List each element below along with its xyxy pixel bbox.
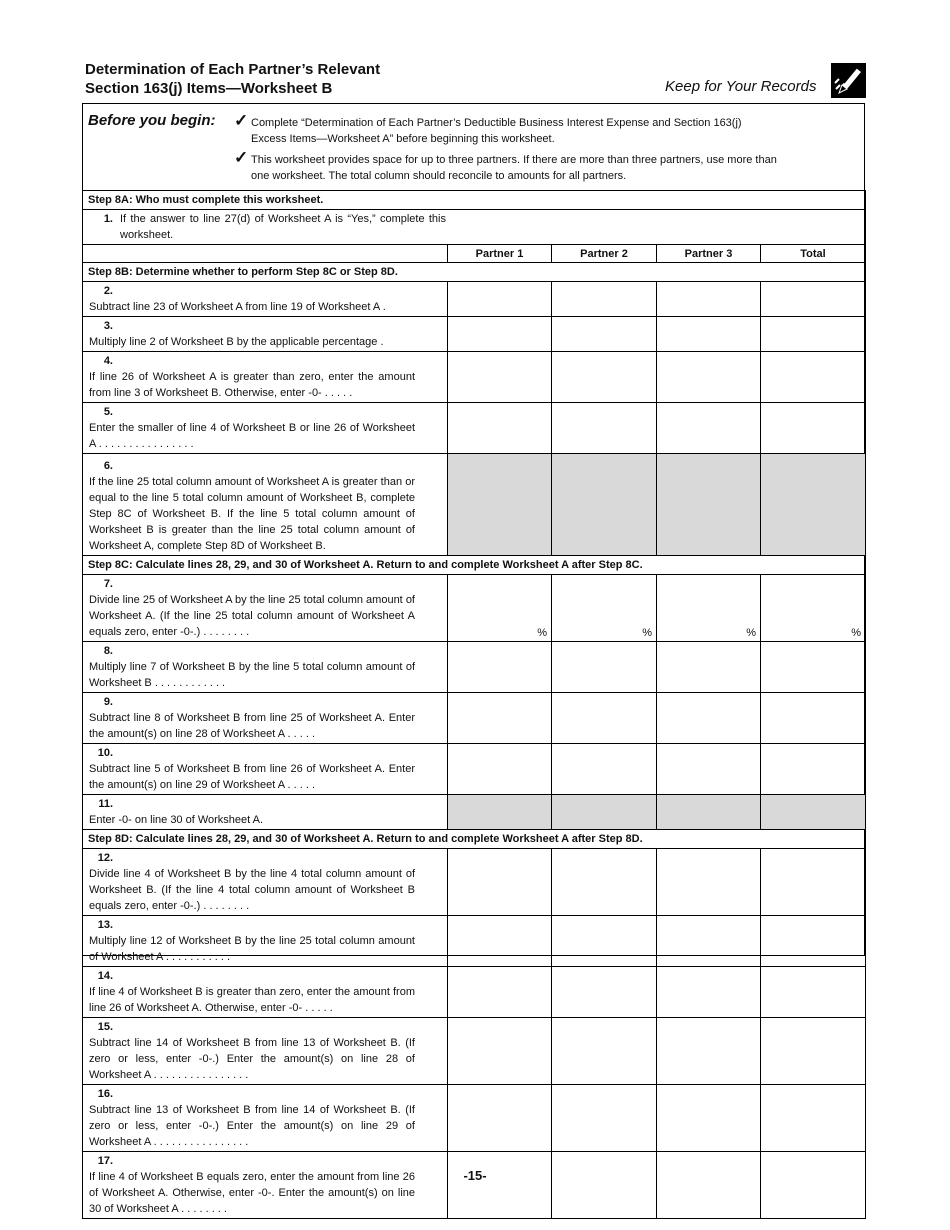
input-cell[interactable] [657, 1018, 761, 1085]
input-cell[interactable] [761, 642, 866, 693]
line-10-row [83, 744, 448, 795]
line-6-row [83, 454, 448, 556]
input-cell[interactable] [448, 1085, 552, 1152]
input-cell[interactable] [552, 352, 657, 403]
step-8a-header: Step 8A: Who must complete this worksheet. [83, 191, 866, 210]
input-cell[interactable] [761, 317, 866, 352]
line-text: Divide line 4 of Worksheet B by the line 4 total column amount of Worksheet B. (If the line 4 total column amount of Worksheet B equals zero, enter -0-.) . . . . . . . . [89, 868, 415, 912]
line-text: Subtract line 14 of Worksheet B from line 13 of Worksheet B. (If zero or less, enter -0-.) Enter the amount(s) on line 28 of Worksheet A . . . . . . . . . . . . . . . . [89, 1037, 415, 1081]
input-cell[interactable] [657, 352, 761, 403]
line-number: 14. [97, 970, 113, 982]
step-8d-header: Step 8D: Calculate lines 28, 29, and 30 of Worksheet A. Return to and complete Worksheet A after Step 8D. [83, 830, 866, 849]
line-text: If line 4 of Worksheet B equals zero, enter the amount from line 26 of Worksheet A. Otherwise, enter -0-. Enter the amount(s) on line 30 of Worksheet A . . . . . . . . [89, 1171, 415, 1215]
percent-cell[interactable]: % [448, 575, 552, 642]
title-line-1: Determination of Each Partner’s Relevant [85, 61, 381, 78]
step-8c-header: Step 8C: Calculate lines 28, 29, and 30 of Worksheet A. Return to and complete Worksheet A after Step 8C. [83, 556, 866, 575]
worksheet-table [82, 190, 866, 1219]
input-cell[interactable] [552, 744, 657, 795]
line-text: Multiply line 7 of Worksheet B by the line 5 total column amount of Worksheet B . . . . . . . . . . . . [89, 661, 415, 689]
input-cell[interactable] [761, 1152, 866, 1219]
input-cell[interactable] [657, 403, 761, 454]
input-cell[interactable] [448, 849, 552, 916]
line-text: Subtract line 13 of Worksheet B from line 14 of Worksheet B. (If zero or less, enter -0-.) Enter the amount(s) on line 29 of Worksheet A . . . . . . . . . . . . . . . . [89, 1104, 415, 1148]
input-cell[interactable] [448, 744, 552, 795]
input-cell[interactable] [761, 282, 866, 317]
line-7-row [83, 575, 448, 642]
line-text: If line 26 of Worksheet A is greater than zero, enter the amount from line 3 of Worksheet B. Otherwise, enter -0- . . . . . [89, 371, 415, 399]
header-spacer [83, 245, 448, 263]
line-number: 13. [97, 919, 113, 931]
line-text: Enter the smaller of line 4 of Worksheet B or line 26 of Worksheet A . . . . . . . . . . . . . . . . [89, 422, 415, 450]
line-5-row [83, 403, 448, 454]
line-number: 8. [103, 645, 113, 657]
shaded-cell [761, 795, 866, 830]
input-cell[interactable] [448, 317, 552, 352]
page-number: -15- [463, 1168, 487, 1183]
input-cell[interactable] [657, 642, 761, 693]
check-mark-icon: ✓ [234, 111, 249, 130]
input-cell[interactable] [448, 967, 552, 1018]
percent-cell[interactable]: % [657, 575, 761, 642]
input-cell[interactable] [552, 916, 657, 967]
line-text: If the line 25 total column amount of Worksheet A is greater than or equal to the line 5 total column amount of Worksheet B, complete Step 8C of Worksheet B. If the line 5 total column amount of Worksheet B is greater than the line 25 total column amount of Worksheet A, complete Step 8D of Worksheet B. [89, 476, 415, 552]
input-cell[interactable] [448, 693, 552, 744]
shaded-cell [761, 454, 866, 556]
title-line-2: Section 163(j) Items—Worksheet B [85, 80, 333, 97]
line-12-row [83, 849, 448, 916]
input-cell[interactable] [761, 967, 866, 1018]
line-1-row [83, 210, 866, 245]
input-cell[interactable] [761, 744, 866, 795]
line-8-row [83, 642, 448, 693]
input-cell[interactable] [448, 1018, 552, 1085]
line-text: Subtract line 8 of Worksheet B from line 25 of Worksheet A. Enter the amount(s) on line 28 of Worksheet A . . . . . [89, 712, 415, 740]
line-15-row [83, 1018, 448, 1085]
keep-records-label: Keep for Your Records [665, 78, 817, 95]
input-cell[interactable] [552, 693, 657, 744]
input-cell[interactable] [552, 282, 657, 317]
input-cell[interactable] [761, 403, 866, 454]
input-cell[interactable] [657, 317, 761, 352]
line-4-row [83, 352, 448, 403]
input-cell[interactable] [657, 967, 761, 1018]
instruction-1-line-1: Complete “Determination of Each Partner’s Deductible Business Interest Expense and Section 163(j) [251, 117, 742, 129]
col-partner-2: Partner 2 [552, 245, 657, 263]
shaded-cell [552, 454, 657, 556]
input-cell[interactable] [552, 967, 657, 1018]
input-cell[interactable] [448, 403, 552, 454]
input-cell[interactable] [448, 916, 552, 967]
line-number: 4. [103, 355, 113, 367]
input-cell[interactable] [448, 282, 552, 317]
input-cell[interactable] [552, 642, 657, 693]
line-number: 11. [98, 798, 113, 810]
input-cell[interactable] [448, 352, 552, 403]
input-cell[interactable] [761, 352, 866, 403]
input-cell[interactable] [761, 1085, 866, 1152]
line-number: 9. [103, 696, 113, 708]
input-cell[interactable] [448, 642, 552, 693]
percent-cell[interactable]: % [761, 575, 866, 642]
line-text: Multiply line 12 of Worksheet B by the line 25 total column amount of Worksheet A . . . . . . . . . . . [89, 935, 415, 963]
input-cell[interactable] [657, 693, 761, 744]
col-partner-3: Partner 3 [657, 245, 761, 263]
line-number: 6. [103, 460, 113, 472]
line-13-row [83, 916, 448, 967]
col-partner-1: Partner 1 [448, 245, 552, 263]
line-text: Divide line 25 of Worksheet A by the line 25 total column amount of Worksheet A. (If the line 25 total column amount of Worksheet A equals zero, enter -0-.) . . . . . . . . [89, 594, 415, 638]
line-number: 16. [97, 1088, 113, 1100]
input-cell[interactable] [552, 1152, 657, 1219]
input-cell[interactable] [761, 916, 866, 967]
percent-cell[interactable]: % [552, 575, 657, 642]
input-cell[interactable] [448, 1152, 552, 1219]
shaded-cell [448, 795, 552, 830]
instruction-1-line-2: Excess Items—Worksheet A” before beginning this worksheet. [251, 133, 555, 145]
before-you-begin-label: Before you begin: [88, 112, 216, 129]
line-number: 2. [103, 285, 113, 297]
input-cell[interactable] [657, 282, 761, 317]
line-16-row [83, 1085, 448, 1152]
line-number: 12. [97, 852, 113, 864]
pencil-icon [831, 63, 866, 98]
worksheet-title [85, 60, 380, 98]
line-number: 10. [97, 747, 113, 759]
input-cell[interactable] [552, 317, 657, 352]
line-text: If the answer to line 27(d) of Worksheet A is “Yes,” complete this worksheet. [120, 213, 446, 241]
line-number: 5. [103, 406, 113, 418]
line-3-row [83, 317, 448, 352]
input-cell[interactable] [552, 1018, 657, 1085]
line-14-row [83, 967, 448, 1018]
input-cell[interactable] [761, 1018, 866, 1085]
line-text: If line 4 of Worksheet B is greater than zero, enter the amount from line 26 of Worksheet A. Otherwise, enter -0- . . . . . [89, 986, 415, 1014]
line-text: Enter -0- on line 30 of Worksheet A. [89, 814, 264, 826]
input-cell[interactable] [657, 1085, 761, 1152]
input-cell[interactable] [552, 403, 657, 454]
shaded-cell [552, 795, 657, 830]
line-number: 17. [97, 1155, 113, 1167]
line-number: 1. [103, 213, 113, 225]
line-text: Subtract line 5 of Worksheet B from line 26 of Worksheet A. Enter the amount(s) on line 29 of Worksheet A . . . . . [89, 763, 415, 791]
line-11-row [83, 795, 448, 830]
line-9-row [83, 693, 448, 744]
input-cell[interactable] [657, 849, 761, 916]
instruction-2-line-1: This worksheet provides space for up to three partners. If there are more than three partners, use more than [251, 154, 777, 166]
input-cell[interactable] [552, 1085, 657, 1152]
input-cell[interactable] [552, 849, 657, 916]
line-number: 15. [97, 1021, 113, 1033]
line-text: Subtract line 23 of Worksheet A from line 19 of Worksheet A . [89, 301, 386, 313]
input-cell[interactable] [761, 849, 866, 916]
line-17-row [83, 1152, 448, 1219]
step-8b-header: Step 8B: Determine whether to perform Step 8C or Step 8D. [83, 263, 866, 282]
input-cell[interactable] [657, 916, 761, 967]
line-2-row [83, 282, 448, 317]
instruction-2-line-2: one worksheet. The total column should reconcile to amounts for all partners. [251, 170, 627, 182]
line-number: 3. [103, 320, 113, 332]
shaded-cell [448, 454, 552, 556]
line-number: 7. [103, 578, 113, 590]
shaded-cell [657, 454, 761, 556]
input-cell[interactable] [657, 744, 761, 795]
input-cell[interactable] [657, 1152, 761, 1219]
shaded-cell [657, 795, 761, 830]
input-cell[interactable] [761, 693, 866, 744]
line-text: Multiply line 2 of Worksheet B by the applicable percentage . [89, 336, 384, 348]
col-total: Total [761, 245, 866, 263]
check-mark-icon: ✓ [234, 148, 249, 167]
